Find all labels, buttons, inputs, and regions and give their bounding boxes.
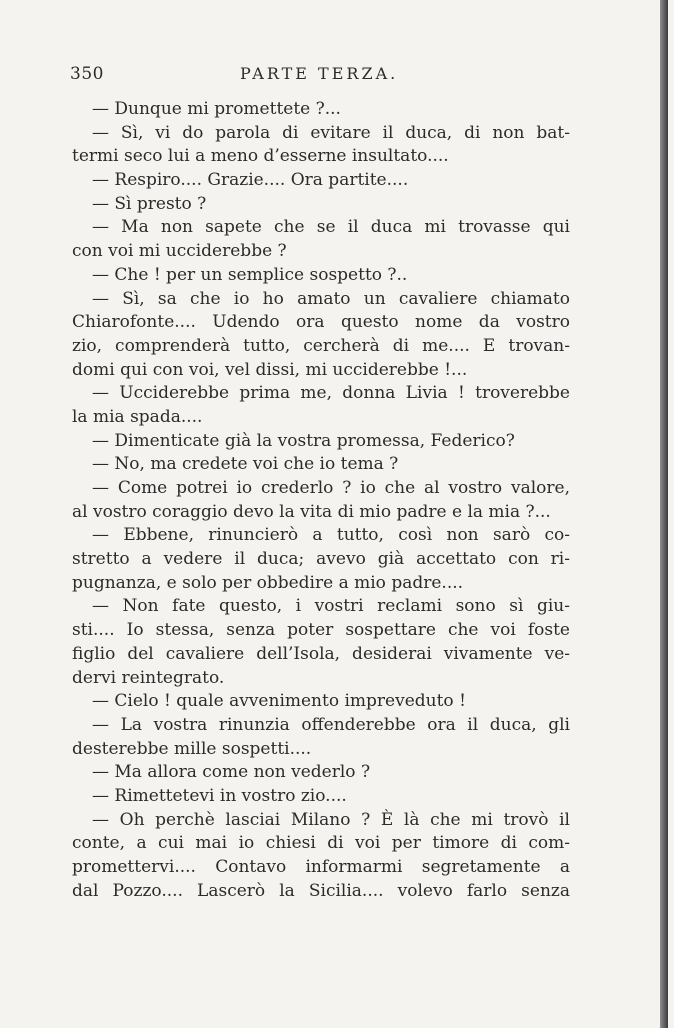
text-line: — Non fate questo, i vostri reclami sono sì giu- bbox=[92, 596, 570, 617]
body-text bbox=[72, 98, 570, 903]
text-line: termi seco lui a meno d’esserne insultato.... bbox=[72, 146, 449, 167]
text-line: conte, a cui mai io chiesi di voi per timore di com- bbox=[72, 833, 570, 854]
text-line: al vostro coraggio devo la vita di mio padre e la mia ?... bbox=[72, 501, 551, 522]
text-line: — Sì presto ? bbox=[92, 193, 207, 214]
text-line: pugnanza, e solo per obbedire a mio padre.... bbox=[72, 572, 464, 593]
text-line: con voi mi ucciderebbe ? bbox=[72, 241, 287, 262]
text-line: — Ucciderebbe prima me, donna Livia ! troverebbe bbox=[92, 383, 570, 404]
page-edge-shadow bbox=[660, 0, 668, 1028]
text-line: — Sì, sa che io ho amato un cavaliere chiamato bbox=[92, 288, 570, 309]
text-line: — Ma non sapete che se il duca mi trovasse qui bbox=[92, 217, 570, 238]
text-line: — Che ! per un semplice sospetto ?.. bbox=[92, 264, 408, 285]
text-line: figlio del cavaliere dell’Isola, desiderai vivamente ve- bbox=[72, 643, 570, 664]
text-line: — Sì, vi do parola di evitare il duca, di non bat- bbox=[92, 122, 570, 143]
text-line: — La vostra rinunzia offenderebbe ora il duca, gli bbox=[92, 714, 570, 735]
text-line: stretto a vedere il duca; avevo già accettato con ri- bbox=[72, 549, 570, 570]
text-line: — Dunque mi promettete ?... bbox=[92, 99, 341, 119]
text-line: — Oh perchè lasciai Milano ? È là che mi trovò il bbox=[92, 809, 570, 830]
text-line: Chiarofonte.... Udendo ora questo nome da vostro bbox=[72, 312, 570, 333]
text-line: — Respiro.... Grazie.... Ora partite.... bbox=[92, 170, 409, 191]
text-line: — Dimenticate già la vostra promessa, Federico? bbox=[92, 430, 515, 451]
running-head bbox=[70, 64, 570, 88]
text-line: dal Pozzo.... Lascerò la Sicilia.... volevo farlo senza bbox=[72, 880, 570, 901]
text-line: la mia spada.... bbox=[72, 406, 203, 427]
text-line: domi qui con voi, vel dissi, mi ucciderebbe !... bbox=[72, 359, 468, 380]
text-line: — Ma allora come non vederlo ? bbox=[92, 762, 371, 783]
text-line: — Cielo ! quale avvenimento impreveduto ! bbox=[92, 691, 466, 712]
text-line: — Rimettetevi in vostro zio.... bbox=[92, 785, 347, 806]
text-line: — No, ma credete voi che io tema ? bbox=[92, 454, 399, 475]
text-line: desterebbe mille sospetti.... bbox=[72, 738, 312, 759]
text-line: dervi reintegrato. bbox=[72, 667, 225, 688]
text-line: — Come potrei io crederlo ? io che al vostro valore, bbox=[92, 478, 570, 498]
text-line: sti.... Io stessa, senza poter sospettare che voi foste bbox=[72, 620, 570, 641]
text-line: zio, comprenderà tutto, cercherà di me.... E trovan- bbox=[72, 335, 570, 356]
section-title: PARTE TERZA. bbox=[240, 64, 399, 83]
text-line: — Ebbene, rinuncierò a tutto, così non sarò co- bbox=[92, 525, 570, 546]
text-line: promettervi.... Contavo informarmi segretamente a bbox=[72, 857, 570, 877]
page-number: 350 bbox=[70, 64, 104, 84]
